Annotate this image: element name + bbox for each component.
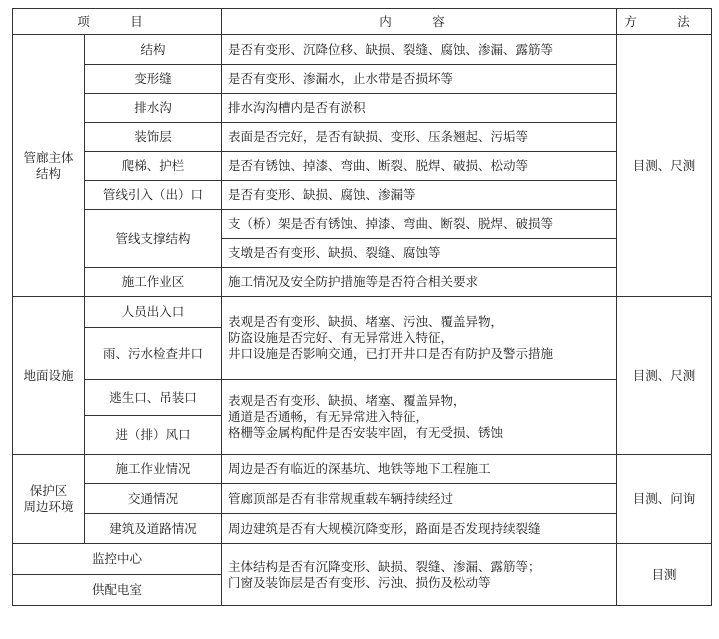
item-power-room: 供配电室 <box>13 575 222 606</box>
content-cell: 表面是否完好，是否有缺损、变形、压条翘起、污垢等 <box>222 123 617 152</box>
header-method: 方 法 <box>617 9 712 35</box>
content-cell: 表观是否有变形、缺损、堵塞、覆盖异物， 通道是否通畅，有无异常进入特征， 格栅等金属构配件是否安装牢固，有无受损、锈蚀 <box>222 380 617 455</box>
item-cell: 排水沟 <box>85 94 222 123</box>
category-ground-facilities: 地面设施 <box>13 297 85 455</box>
item-monitoring-center: 监控中心 <box>13 544 222 575</box>
item-cell: 施工作业区 <box>85 268 222 297</box>
category-protection-zone: 保护区 周边环境 <box>13 455 85 544</box>
content-cell: 施工情况及安全防护措施等是否符合相关要求 <box>222 268 617 297</box>
method-cell: 目测、问询 <box>617 455 712 544</box>
header-item: 项 目 <box>13 9 222 35</box>
item-cell: 管线支撑结构 <box>85 210 222 268</box>
item-cell: 人员出入口 <box>85 297 222 328</box>
item-cell: 建筑及道路情况 <box>85 514 222 544</box>
method-cell: 目测 <box>617 544 712 606</box>
header-content: 内 容 <box>222 9 617 35</box>
inspection-table <box>12 8 712 606</box>
category-structure: 管廊主体 结构 <box>13 35 85 297</box>
content-cell: 是否有变形、渗漏水，止水带是否损坏等 <box>222 65 617 94</box>
content-cell: 是否有变形、缺损、腐蚀、渗漏等 <box>222 181 617 210</box>
item-cell: 装饰层 <box>85 123 222 152</box>
content-cell: 支（桥）架是否有锈蚀、掉漆、弯曲、断裂、脱焊、破损等 <box>222 210 617 239</box>
item-cell: 交通情况 <box>85 484 222 514</box>
item-cell: 雨、污水检查井口 <box>85 328 222 380</box>
content-cell: 周边建筑是否有大规模沉降变形，路面是否发现持续裂缝 <box>222 514 617 544</box>
content-cell: 管廊顶部是否有非常规重载车辆持续经过 <box>222 484 617 514</box>
content-cell: 表观是否有变形、缺损、堵塞、污浊、覆盖异物， 防盗设施是否完好、有无异常进入特征， 井口设施是否影响交通，已打开井口是否有防护及警示措施 <box>222 297 617 380</box>
content-cell: 主体结构是否有沉降变形、缺损、裂缝、渗漏、露筋等； 门窗及装饰层是否有变形、污浊、损伤及松动等 <box>222 544 617 606</box>
content-cell: 周边是否有临近的深基坑、地铁等地下工程施工 <box>222 455 617 484</box>
item-cell: 逃生口、吊装口 <box>85 380 222 416</box>
content-cell: 是否有锈蚀、掉漆、弯曲、断裂、脱焊、破损、松动等 <box>222 152 617 181</box>
item-cell: 进（排）风口 <box>85 416 222 455</box>
content-cell: 排水沟沟槽内是否有淤积 <box>222 94 617 123</box>
content-cell: 支墩是否有变形、缺损、裂缝、腐蚀等 <box>222 239 617 268</box>
item-cell: 管线引入（出）口 <box>85 181 222 210</box>
method-cell: 目测、尺测 <box>617 297 712 455</box>
item-cell: 施工作业情况 <box>85 455 222 484</box>
item-cell: 结构 <box>85 35 222 65</box>
item-cell: 爬梯、护栏 <box>85 152 222 181</box>
item-cell: 变形缝 <box>85 65 222 94</box>
content-cell: 是否有变形、沉降位移、缺损、裂缝、腐蚀、渗漏、露筋等 <box>222 35 617 65</box>
method-cell: 目测、尺测 <box>617 35 712 297</box>
